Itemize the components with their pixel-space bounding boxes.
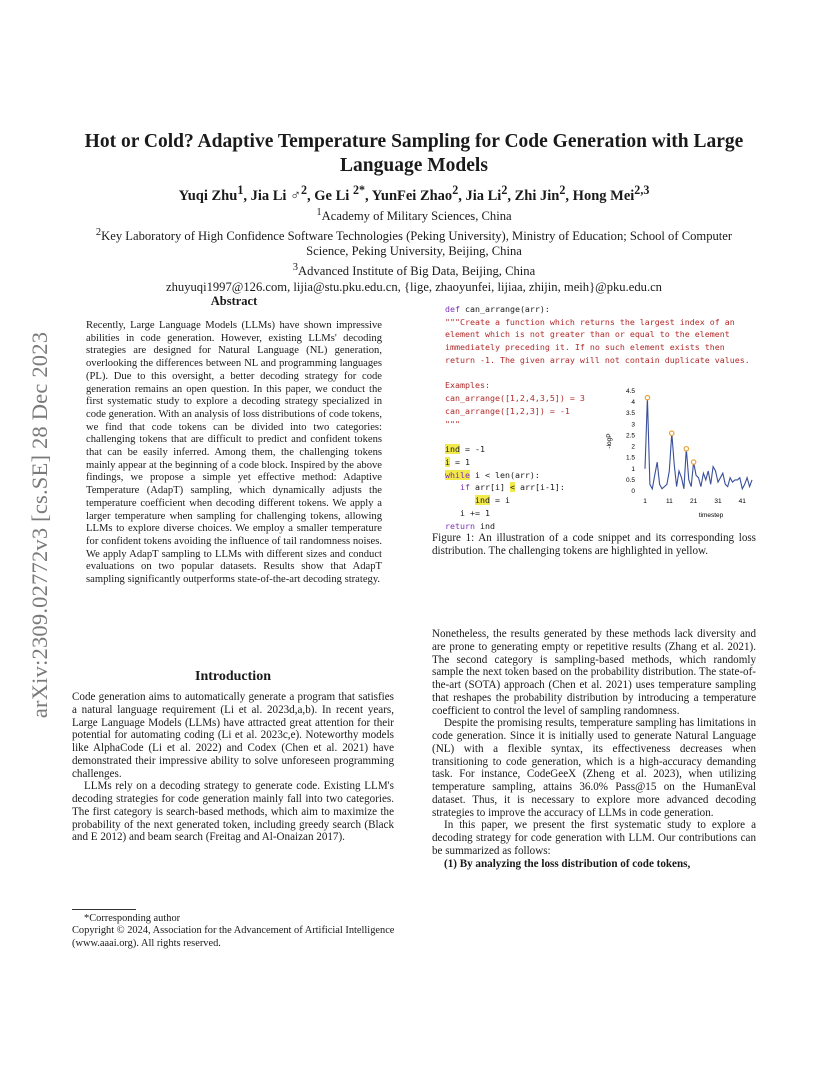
docstring-line: can_arrange([1,2,4,3,5]) = 3 bbox=[445, 393, 585, 403]
author: Ge Li $^{2*}$ bbox=[314, 183, 366, 204]
author: YunFei Zhao$^2$ bbox=[371, 183, 459, 204]
title-line-1: Hot or Cold? Adaptive Temperature Sampling for Code Generation with Large bbox=[84, 131, 744, 152]
y-tick-label: 1 bbox=[631, 465, 635, 473]
challenging-token-marker bbox=[691, 460, 695, 464]
abstract-heading: Abstract bbox=[210, 294, 258, 308]
docstring-line: return -1. The given array will not contain duplicate values. bbox=[445, 354, 750, 365]
affiliation-2-cont: Science, Peking University, Beijing, China bbox=[306, 244, 522, 259]
challenging-token: while bbox=[445, 469, 470, 480]
footnotes bbox=[72, 913, 402, 950]
author-emails: zhuyuqi1997@126.com, lijia@stu.pku.edu.cn, {lige, zhaoyunfei, lijiaa, zhijin, meih}@pku.edu.cn bbox=[166, 279, 662, 294]
code-line: ind = i bbox=[474, 495, 510, 505]
y-tick-label: 3.5 bbox=[625, 410, 635, 418]
footnote-divider bbox=[72, 909, 136, 910]
footnote-corresponding: *Corresponding author bbox=[84, 913, 181, 924]
y-tick-label: 4.5 bbox=[625, 388, 635, 395]
affiliations bbox=[60, 205, 768, 295]
paper-title bbox=[70, 130, 758, 178]
right-column-body bbox=[432, 628, 756, 870]
loss-distribution-chart bbox=[600, 385, 760, 525]
x-tick-label: 31 bbox=[714, 498, 722, 505]
challenging-token: < bbox=[509, 482, 515, 493]
y-tick-label: 2 bbox=[631, 443, 635, 451]
introduction-heading: Introduction bbox=[195, 669, 271, 684]
chart-ylabel: -logP bbox=[606, 433, 613, 449]
challenging-token: ind bbox=[445, 444, 460, 454]
affiliation-2: $^2$Key Laboratory of High Confidence Software Technologies (Peking University), Ministry of Education; School of Computer bbox=[95, 226, 733, 243]
code-line: return ind bbox=[445, 520, 495, 531]
x-tick-label: 11 bbox=[665, 498, 673, 505]
challenging-token: ind bbox=[474, 495, 490, 505]
docstring-line: """ bbox=[445, 418, 460, 429]
introduction-body bbox=[72, 691, 394, 844]
author: Jia Li ♂$^2$ bbox=[250, 183, 308, 204]
intro-paragraph-2: LLMs rely on a decoding strategy to generate code. Existing LLM's decoding strategies for code generation mainly fall into two categories. The first category is search-based methods, which aim to maximize the probability of the next generated token, including greedy search (Black and E 2012) and beam search (Freitag and Al-Onaizan 2017). bbox=[72, 780, 394, 844]
affiliation-1: $^1$Academy of Military Sciences, China bbox=[316, 207, 512, 224]
intro-paragraph-1: Code generation aims to automatically generate a program that satisfies a natural language requirement (Li et al. 2023d,a,b). In recent years, Large Language Models (LLMs) have attracted great attention for their potential for automating coding (Li et al. 2023c,e). Noteworthy models like AlphaCode (Li et al. 2022) and Codex (Chen et al. 2021) have demonstrated their impressive ability to solve unforeseen programming challenges. bbox=[72, 691, 394, 780]
challenging-token-marker bbox=[670, 431, 674, 435]
author: Hong Mei$^{2,3}$ bbox=[572, 183, 650, 204]
chart-xlabel: timestep bbox=[698, 512, 724, 519]
affiliation-3: $^3$Advanced Institute of Big Data, Beijing, China bbox=[292, 261, 536, 279]
x-tick-label: 21 bbox=[690, 498, 698, 505]
author-list: Yuqi Zhu$^1$, Jia Li ♂$^2$, Ge Li $^{2*}$, YunFei Zhao$^2$, Jia Li$^2$, Zhi Jin$^2$, Hong Mei$^{2,3}$ bbox=[178, 183, 650, 204]
docstring-line: immediately preceding it. If no such element exists then bbox=[445, 342, 725, 352]
challenging-token-marker bbox=[684, 447, 688, 451]
y-tick-label: 3 bbox=[631, 421, 635, 429]
y-tick-label: 1.5 bbox=[625, 454, 635, 462]
y-tick-label: 2.5 bbox=[625, 432, 635, 440]
contribution-1: (1) By analyzing the loss distribution of code tokens, bbox=[444, 857, 691, 870]
paragraph: In this paper, we present the first systematic study to explore a decoding strategy for code generation with LLM. Our contributions can be summarized as follows: bbox=[432, 819, 756, 857]
author: Yuqi Zhu$^1$ bbox=[178, 183, 244, 204]
author: Jia Li$^2$ bbox=[465, 183, 508, 204]
docstring-line: element which is not greater than or equal to the element bbox=[445, 329, 730, 340]
y-tick-label: 0.5 bbox=[625, 476, 635, 484]
paragraph: Despite the promising results, temperature sampling has limitations in code generation. Since it is initially used to generate Natural Language (NL) with a flexible syntax, its effectiveness decreases when transitioning to code generation, which is a high-accuracy demanding task. For instance, CodeGeeX (Zheng et al. 2023), when utilizing temperature sampling, attains 36.0% Pass@15 on the HumanEval dataset. Thus, it is necessary to explore more advanced decoding strategies to improve the accuracy of LLMs in code generation. bbox=[432, 717, 756, 819]
footnote-copyright: Copyright © 2024, Association for the Advancement of Artificial Intelligence (www.aaai.org). All rights reserved. bbox=[72, 925, 395, 949]
paragraph: Nonetheless, the results generated by these methods lack diversity and are prone to generating empty or repetitive results (Zhang et al. 2021). The second category is sampling-based methods, which randomly sample the next token based on the probability distribution. The state-of-the-art (SOTA) approach (Chen et al. 2021) uses temperature sampling that reshapes the probability distribution by introducing a temperature coefficient to control the level of sampling randomness. bbox=[432, 628, 756, 717]
code-line: while i < len(arr): bbox=[445, 469, 540, 480]
arxiv-stamp-text: arXiv:2309.02772v3 [cs.SE] 28 Dec 2023 bbox=[27, 331, 52, 719]
y-tick-label: 4 bbox=[631, 399, 635, 407]
docstring-line: Examples: bbox=[445, 380, 490, 391]
title-line-2: Language Models bbox=[340, 155, 488, 176]
code-line: ind = -1 bbox=[445, 444, 485, 454]
code-line: def can_arrange(arr): bbox=[445, 303, 550, 314]
challenging-token: i bbox=[445, 456, 450, 467]
x-tick-label: 41 bbox=[738, 498, 746, 505]
abstract-body: Recently, Large Language Models (LLMs) have shown impressive abilities in code generation. However, existing LLMs' decoding strategies are designed for Natural Language (NL) generation, overlooking the differences between NL and programming languages (PL). Due to this oversight, a better decoding strategy for code generation remains an open question. In this paper, we conduct the first systematic study to explore a decoding strategy specialized in code generation. With an analysis of loss distributions of code tokens, we find that code tokens can be divided into two categories: challenging tokens that are difficult to predict and confident tokens that can be easily inferred. Among them, the challenging tokens mainly appear at the beginning of a code block. Inspired by the above findings, we propose a simple yet effective method: Adaptive Temperature (AdapT) sampling, which dynamically adjusts the temperature coefficient when decoding different tokens. We apply a larger temperature when sampling for challenging tokens, allowing LLMs to explore diverse choices. We employ a smaller temperature for confident tokens avoiding the influence of tail randomness noises. We apply AdapT sampling to LLMs with different sizes and conduct evaluations on two popular datasets. Results show that AdapT sampling significantly outperforms state-of-the-art decoding strategy. bbox=[86, 320, 382, 586]
x-tick-label: 1 bbox=[643, 498, 647, 505]
code-line: i = 1 bbox=[445, 456, 470, 467]
docstring-line: """Create a function which returns the largest index of an bbox=[445, 316, 735, 327]
code-line: if arr[i] < arr[i-1]: bbox=[460, 482, 565, 493]
figure-caption: Figure 1: An illustration of a code snippet and its corresponding loss distribution. The challenging tokens are highlighted in yellow. bbox=[432, 532, 756, 557]
arxiv-stamp bbox=[20, 290, 60, 760]
challenging-token-marker bbox=[645, 395, 649, 399]
loss-series-line bbox=[645, 398, 752, 489]
docstring-line: can_arrange([1,2,3]) = -1 bbox=[445, 405, 570, 416]
code-line: i += 1 bbox=[460, 507, 490, 518]
author: Zhi Jin$^2$ bbox=[514, 183, 566, 204]
y-tick-label: 0 bbox=[631, 488, 635, 495]
